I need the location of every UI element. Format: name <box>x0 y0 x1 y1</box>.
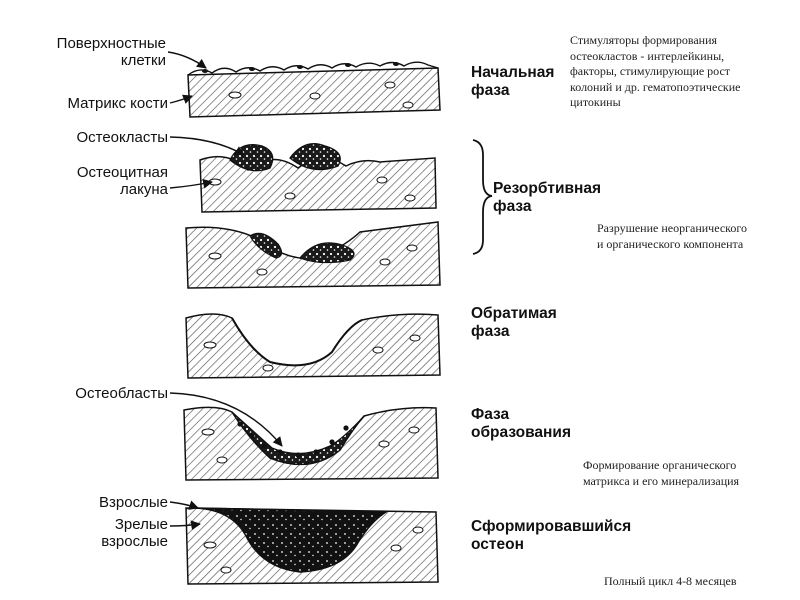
label-osteocyte-lacuna: Остеоцитная лакуна <box>76 164 168 198</box>
phase-formation: Фаза образования <box>471 406 571 441</box>
resorption-bracket <box>473 140 492 254</box>
label-osteoblasts: Остеобласты <box>75 385 168 402</box>
panel-reversal <box>186 314 440 378</box>
arrow-mature <box>170 502 198 508</box>
phase-reversible: Обратимая фаза <box>471 305 557 340</box>
panel-initial-phase <box>188 62 440 117</box>
note-destruction: Разрушение неорганического и органического компонента <box>597 221 747 251</box>
label-mature: Взрослые <box>99 494 168 511</box>
phase-resorptive: Резорбтивная фаза <box>493 180 602 215</box>
note-stimulators: Стимуляторы формирования остеокластов - интерлейкины, факторы, стимулирующие рост колоний и др. гематопоэтические цитокины <box>570 33 741 109</box>
note-cycle: Полный цикл 4-8 месяцев <box>604 574 737 588</box>
label-mature-adult: Зрелые взрослые <box>101 516 168 550</box>
panel-osteon <box>186 508 438 584</box>
phase-initial: Начальная фаза <box>471 64 555 99</box>
label-bone-matrix: Матрикс кости <box>67 95 168 112</box>
phase-osteon: Сформировавшийся остеон <box>471 518 632 553</box>
arrow-osteoclasts <box>170 137 244 155</box>
label-osteoclasts: Остеокласты <box>76 129 168 146</box>
panel-formation <box>184 407 438 480</box>
arrow-surface-cells <box>168 52 206 68</box>
panel-resorption-1 <box>200 144 436 212</box>
note-formation: Формирование органического матрикса и его минерализация <box>583 458 740 488</box>
panel-resorption-2 <box>186 222 440 288</box>
label-surface-cells: Поверхностные клетки <box>56 35 166 69</box>
